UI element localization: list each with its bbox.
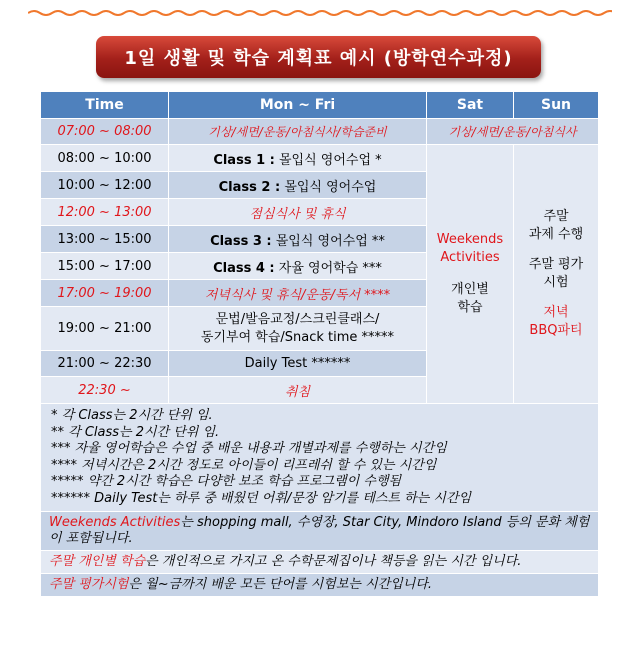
saturday-line1: Weekends (436, 232, 504, 247)
note-item: ****** Daily Test는 하루 중 배웠던 어휘/문장 암기를 테스트 하는 시간임 (51, 490, 472, 506)
schedule-table (40, 91, 599, 597)
sunday-line1: 주말 (543, 209, 569, 224)
footnote-text: 은 월~금까지 배운 모든 단어를 시험보는 시간입니다. (128, 577, 433, 592)
saturday-line4: 학습 (457, 300, 483, 315)
notes-row (41, 404, 599, 512)
table-row (41, 119, 599, 145)
footnote-row (41, 512, 599, 551)
footnote-term: 주말 개인별 학습 (49, 554, 146, 569)
header-saturday: Sat (427, 92, 514, 119)
footnote-term: Weekends Activities (49, 515, 181, 530)
activity-cell (169, 307, 427, 351)
time-cell: 13:00 ~ 15:00 (41, 226, 169, 253)
sunday-line5: 저녁 (543, 305, 569, 320)
footnote-term: 주말 평가시험 (49, 577, 129, 592)
footnote-text: 는 shopping mall, 수영장, Star City, Mindoro Island 등의 문화 체험이 포함됩니다. (49, 515, 590, 546)
time-cell: 08:00 ~ 10:00 (41, 145, 169, 172)
note-item: *** 자율 영어학습은 수업 중 배운 내용과 개별과제를 수행하는 시간임 (51, 441, 447, 456)
activity-cell: 점심식사 및 휴식 (169, 199, 427, 226)
saturday-cell (427, 145, 514, 404)
decorative-wave-line (28, 9, 612, 17)
sunday-cell (514, 145, 599, 404)
activity-cell: 기상/세면/운동/아침식사/학습준비 (169, 119, 427, 145)
footnote-text: 은 개인적으로 가지고 온 수학문제집이나 책등을 읽는 시간 입니다. (145, 554, 522, 569)
note-item: ** 각 Class는 2시간 단위 임. (51, 424, 220, 440)
activity-cell (169, 253, 427, 280)
weekend-activity-cell: 기상/세면/운동/아침식사 (427, 119, 599, 145)
footnote-cell (41, 512, 599, 551)
header-sunday: Sun (514, 92, 599, 119)
class-label: Class 4 : (213, 260, 275, 276)
header-weekday: Mon ~ Fri (169, 92, 427, 119)
notes-cell (41, 404, 599, 512)
activity-cell: Daily Test ****** (169, 351, 427, 377)
time-cell: 17:00 ~ 19:00 (41, 280, 169, 307)
saturday-line2: Activities (440, 250, 500, 265)
activity-text: 몰입식 영어수업 (284, 179, 377, 195)
activity-cell: 저녁식사 및 휴식/운동/독서 **** (169, 280, 427, 307)
activity-line2: 동기부여 학습/Snack time ***** (200, 329, 395, 345)
activity-cell (169, 226, 427, 253)
sunday-line3: 주말 평가 (528, 257, 584, 272)
header-time: Time (41, 92, 169, 119)
note-item: ***** 약간 2시간 학습은 다양한 보조 학습 프로그램이 수행됨 (51, 474, 402, 489)
sunday-line2: 과제 수행 (528, 227, 584, 242)
table-header-row (41, 92, 599, 119)
activity-cell (169, 172, 427, 199)
page-title-banner (96, 36, 541, 78)
time-cell: 15:00 ~ 17:00 (41, 253, 169, 280)
time-cell: 10:00 ~ 12:00 (41, 172, 169, 199)
activity-text: 자율 영어학습 *** (278, 260, 382, 276)
footnote-row (41, 574, 599, 597)
activity-text: 몰입식 영어수업 ** (275, 233, 385, 249)
table-row (41, 145, 599, 172)
time-cell: 19:00 ~ 21:00 (41, 307, 169, 351)
note-item: * 각 Class는 2시간 단위 임. (51, 408, 213, 423)
saturday-line3: 개인별 (451, 282, 489, 297)
time-cell: 12:00 ~ 13:00 (41, 199, 169, 226)
activity-text: 몰입식 영어수업 * (279, 152, 382, 168)
sunday-line4: 시험 (543, 275, 569, 290)
time-cell: 22:30 ~ (41, 377, 169, 404)
sunday-line6: BBQ파티 (529, 323, 583, 338)
footnote-row (41, 551, 599, 574)
class-label: Class 1 : (213, 152, 275, 168)
time-cell: 21:00 ~ 22:30 (41, 351, 169, 377)
class-label: Class 2 : (218, 179, 281, 195)
note-item: **** 저녁시간은 2시간 정도로 아이들이 리프레쉬 할 수 있는 시간임 (51, 457, 437, 473)
page-title: 1일 생활 및 학습 계획표 예시 (방학연수과정) (124, 48, 513, 69)
class-label: Class 3 : (210, 233, 272, 249)
activity-cell (169, 145, 427, 172)
time-cell: 07:00 ~ 08:00 (41, 119, 169, 145)
footnote-cell (41, 574, 599, 597)
activity-cell: 취침 (169, 377, 427, 404)
footnote-cell (41, 551, 599, 574)
activity-line1: 문법/발음교정/스크린클래스/ (215, 311, 380, 327)
